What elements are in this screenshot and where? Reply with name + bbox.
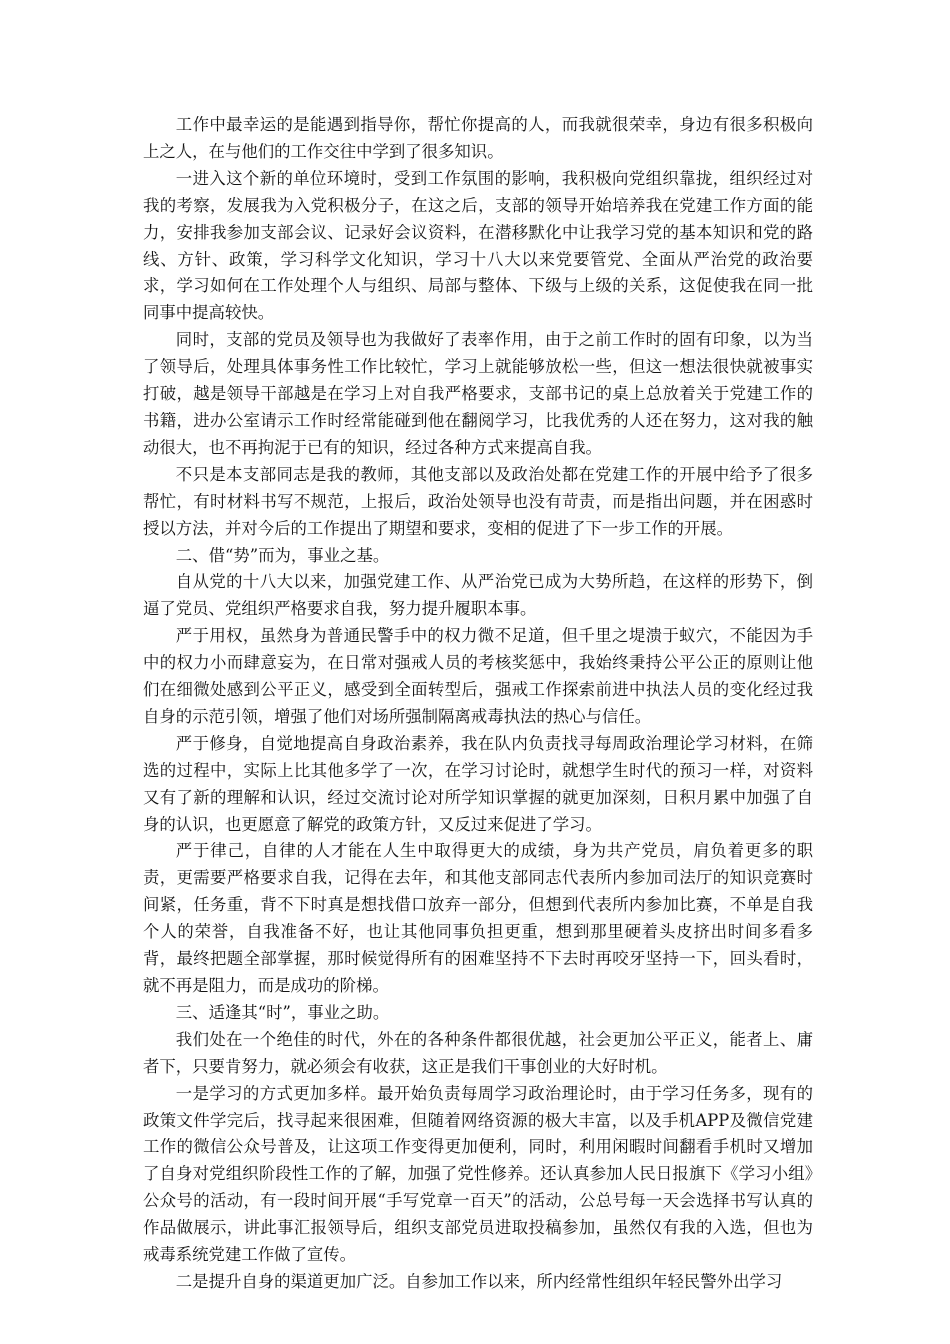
section-heading: 二、借“势”而为，事业之基。 bbox=[175, 545, 390, 565]
paragraph: 自从党的十八大以来，加强党建工作、从严治党已成为大势所趋，在这样的形势下，倒逼了党员、党组织严格要求自我，努力提升履职本事。 bbox=[143, 572, 813, 619]
paragraph: 严于用权，虽然身为普通民警手中的权力微不足道，但千里之堤溃于蚁穴，不能因为手中的权力小而肆意妄为，在日常对强戒人员的考核奖惩中，我始终秉持公平公正的原则让他们在细微处感到公平正义，感受到全面转型后，强戒工作探索前进中执法人员的变化经过我自身的示范引领，增强了他们对场所强制隔离戒毒执法的热心与信任。 bbox=[143, 626, 813, 726]
document-page bbox=[143, 112, 813, 1296]
paragraph: 二是提升自身的渠道更加广泛。自参加工作以来，所内经常性组织年轻民警外出学习 bbox=[175, 1271, 783, 1291]
paragraph: 同时，支部的党员及领导也为我做好了表率作用，由于之前工作时的固有印象，以为当了领导后，处理具体事务性工作比较忙，学习上就能够放松一些，但这一想法很快就被事实打破，越是领导干部越是在学习上对自我严格要求，支部书记的桌上总放着关于党建工作的书籍，进办公室请示工作时经常能碰到他在翻阅学习，比我优秀的人还在努力，这对我的触动很大，也不再拘泥于已有的知识，经过各种方式来提高自我。 bbox=[143, 330, 813, 457]
paragraph: 严于修身，自觉地提高自身政治素养，我在队内负责找寻每周政治理论学习材料，在筛选的过程中，实际上比其他多学了一次，在学习讨论时，就想学生时代的预习一样，对资料又有了新的理解和认识，经过交流讨论对所学知识掌握的就更加深刻，日积月累中加强了自身的认识，也更愿意了解党的政策方针，又反过来促进了学习。 bbox=[143, 733, 813, 834]
section-heading: 三、适逢其“时”，事业之助。 bbox=[175, 1002, 390, 1022]
paragraph: 工作中最幸运的是能遇到指导你，帮忙你提高的人，而我就很荣幸，身边有很多积极向上之人，在与他们的工作交往中学到了很多知识。 bbox=[143, 115, 813, 161]
paragraph: 一是学习的方式更加多样。最开始负责每周学习政治理论时，由于学习任务多，现有的政策文件学完后，找寻起来很困难，但随着网络资源的极大丰富，以及手机APP及微信党建工作的微信公众号普及，让这项工作变得更加便利，同时，利用闲暇时间翻看手机时又增加了自身对党组织阶段性工作的了解，加强了党性修养。还认真参加人民日报旗下《学习小组》公众号的活动，有一段时间开展“手写党章一百天”的活动，公总号每一天会选择书写认真的作品做展示，讲此事汇报领导后，组织支部党员进取投稿参加，虽然仅有我的入选，但也为戒毒系统党建工作做了宣传。 bbox=[143, 1083, 813, 1265]
paragraph: 我们处在一个绝佳的时代，外在的各种条件都很优越，社会更加公平正义，能者上、庸者下，只要肯努力，就必须会有收获，这正是我们干事创业的大好时机。 bbox=[143, 1029, 813, 1076]
paragraph: 不只是本支部同志是我的教师，其他支部以及政治处都在党建工作的开展中给予了很多帮忙，有时材料书写不规范，上报后，政治处领导也没有苛责，而是指出问题，并在困惑时授以方法，并对今后的工作提出了期望和要求，变相的促进了下一步工作的开展。 bbox=[143, 464, 813, 538]
paragraph: 一进入这个新的单位环境时，受到工作氛围的影响，我积极向党组织靠拢，组织经过对我的考察，发展我为入党积极分子，在这之后，支部的领导开始培养我在党建工作方面的能力，安排我参加支部会议、记录好会议资料，在潜移默化中让我学习党的基本知识和党的路线、方针、政策，学习科学文化知识，学习十八大以来党要管党、全面从严治党的政治要求，学习如何在工作处理个人与组织、局部与整体、下级与上级的关系，这促使我在同一批同事中提高较快。 bbox=[143, 168, 813, 323]
paragraph: 严于律己，自律的人才能在人生中取得更大的成绩，身为共产党员，肩负着更多的职责，更需要严格要求自我，记得在去年，和其他支部同志代表所内参加司法厅的知识竞赛时间紧，任务重，背不下时真是想找借口放弃一部分，但想到代表所内参加比赛，不单是自我个人的荣誉，自我准备不好，也让其他同事负担更重，想到那里硬着头皮挤出时间多看多背，最终把题全部掌握，那时候觉得所有的困难坚持不下去时再咬牙坚持一下，回头看时，就不再是阻力，而是成功的阶梯。 bbox=[143, 841, 813, 995]
